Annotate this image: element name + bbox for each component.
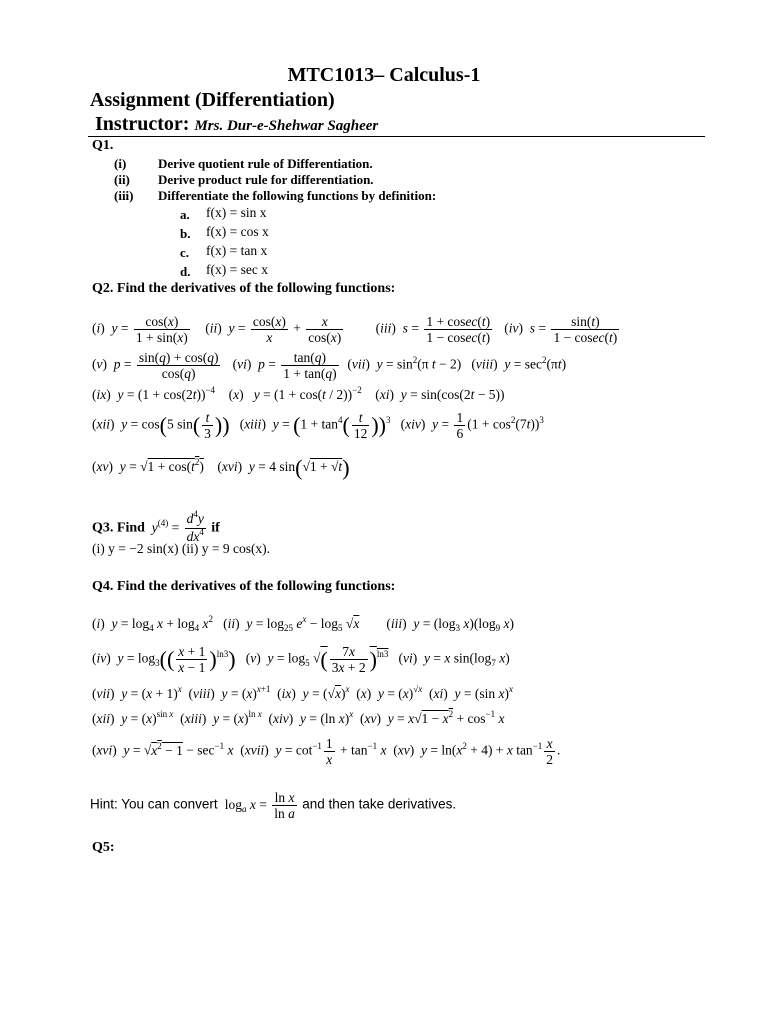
q4-label: Q4. Find the derivatives of the following functions: (92, 579, 396, 594)
q3-parts: (i) y = −2 sin(x) (ii) y = 9 cos(x). (92, 541, 271, 556)
q1-label: Q1. (92, 138, 114, 153)
q1-subitem-letter: c. (180, 245, 190, 260)
q3-find-label: Q3. Find (92, 520, 145, 536)
header-divider (88, 136, 705, 137)
instructor-name: Mrs. Dur-e-Shehwar Sagheer (194, 118, 379, 134)
q1-subitem-letter: b. (180, 226, 191, 241)
q1-item-text: Derive product rule for differentiation. (158, 172, 374, 187)
q1-subitem-expr: f(x) = sin x (206, 205, 267, 220)
q3-if-label: if (211, 520, 220, 536)
q1-item-num: (i) (114, 156, 127, 171)
q1-subitem-expr: f(x) = cos x (206, 224, 269, 239)
hint-text-after: and then take derivatives. (302, 796, 457, 812)
hint-text-before: Hint: You can convert (90, 796, 218, 812)
course-title: MTC1013– Calculus-1 (287, 64, 481, 86)
hint-line: Hint: You can convert $\log_a x$ = $\frac{\text{ln x}}{\text{ln a}}$ and then take derivatives. (90, 790, 457, 821)
q1-item-num: (ii) (114, 172, 130, 187)
q1-item-text: Derive quotient rule of Differentiation. (158, 156, 373, 171)
q4-expression-row: (xvi) $y = √x^2 - 1 - \sec^{-1} x$ (xvii) $y = \cot^{-1}$ $\frac{1}{x}$ + $\tan^{-1} x$ (xv) $y = \ln(x^2 + 4) + x$ $\tan^{-1}$ $\frac{x}{2}$ . (92, 736, 561, 767)
q4-expression-row: (vii) $y = (x + 1)^x$ (viii) $y = (x)^{x+1}$ (ix) $y = (√x)^x$ (x) $y = (x)^{√x}$ (xi) y = (sin x)$^x$ (92, 684, 513, 701)
q2-expression-row: (ix) $y = (1 + \cos(2t))^{-4}$ (x) $y = (1 + \cos(t / 2))^{-2}$ (xi) y = sin(cos(2t − 5)) (92, 385, 505, 402)
q5-label: Q5: (92, 840, 115, 855)
q2-expression-row: (v) p = $\frac{\sin(q) + \cos(q)}{\cos(q)}$ (vi) p = $\frac{\tan(q)}{1 + \tan(q)}$ (vii) $y = \sin^2(\pi$ t − 2) (viii) $y = \sec^2(\pi t)$ (92, 350, 567, 381)
q4-expression-row: (iv) $y = \log_3$(( $\frac{x + 1}{x - 1}$ )$^{ln3}$) (v) $y = \log_5$ √( $\frac{7x}{3x + 2}$ )$^{ln3}$ (vi) y = x $\sin(\log_7$ x) (92, 644, 510, 675)
q1-item-num: (iii) (114, 188, 134, 203)
q1-item-text: Differentiate the following functions by definition: (158, 188, 437, 203)
q1-subitem-letter: d. (180, 264, 191, 279)
q4-expression-row: (i) $y = \log_4 x + \log_4 x^2$ (ii) $y = \log_{25} e^x - \log_5 √x$ (iii) $y = (\log_3$ $x)(\log_9$ x) (92, 614, 514, 633)
instructor-label: Instructor: (95, 113, 190, 135)
q2-label: Q2. Find the derivatives of the following functions: (92, 281, 396, 296)
instructor-line (95, 113, 378, 136)
q1-subitem-expr: f(x) = tan x (206, 243, 268, 258)
q2-expression-row: (xv) $y = √1 + \cos(t^2)$ (xvi) y = 4 sin(√1 + √t) (92, 455, 350, 480)
q4-expression-row: (xii) $y = (x)^{sin x}$ (xiii) $y = (x)^{ln x}$ (xiv) y = (ln x)$^x$ (xv) $y = x√1 - x^2 + \cos^{-1} x$ (92, 709, 505, 726)
q1-subitem-expr: f(x) = sec x (206, 262, 268, 277)
q1-subitem-letter: a. (180, 207, 190, 222)
q2-expression-row: (i) y = $\frac{\cos(x)}{1 + \sin(x)}$ (ii) y = $\frac{\cos(x)}{x}$ + $\frac{x}{\cos(x)}$ (iii) s = $\frac{1 + cosec(t)}{1 - cosec(t)}$ (iv) s = $\frac{\sin(t)}{1 - cosec(t)}$ (92, 314, 618, 345)
assignment-heading: Assignment (Differentiation) (90, 89, 335, 111)
q3-label: Q3. Find $y^{(4)}$ = $\frac{d^4y}{dx^4}$ if (92, 509, 220, 544)
q2-expression-row: (xii) y = cos(5 sin( $\frac{t}{3}$ )) (xiii) $y = (1 + \tan^4$( $\frac{t}{12}$ ))$^3$ (xiv) y = $\frac{1}{6}$ $(1 + \cos^2(7t))^3$ (92, 410, 544, 441)
q1-item (114, 156, 126, 172)
